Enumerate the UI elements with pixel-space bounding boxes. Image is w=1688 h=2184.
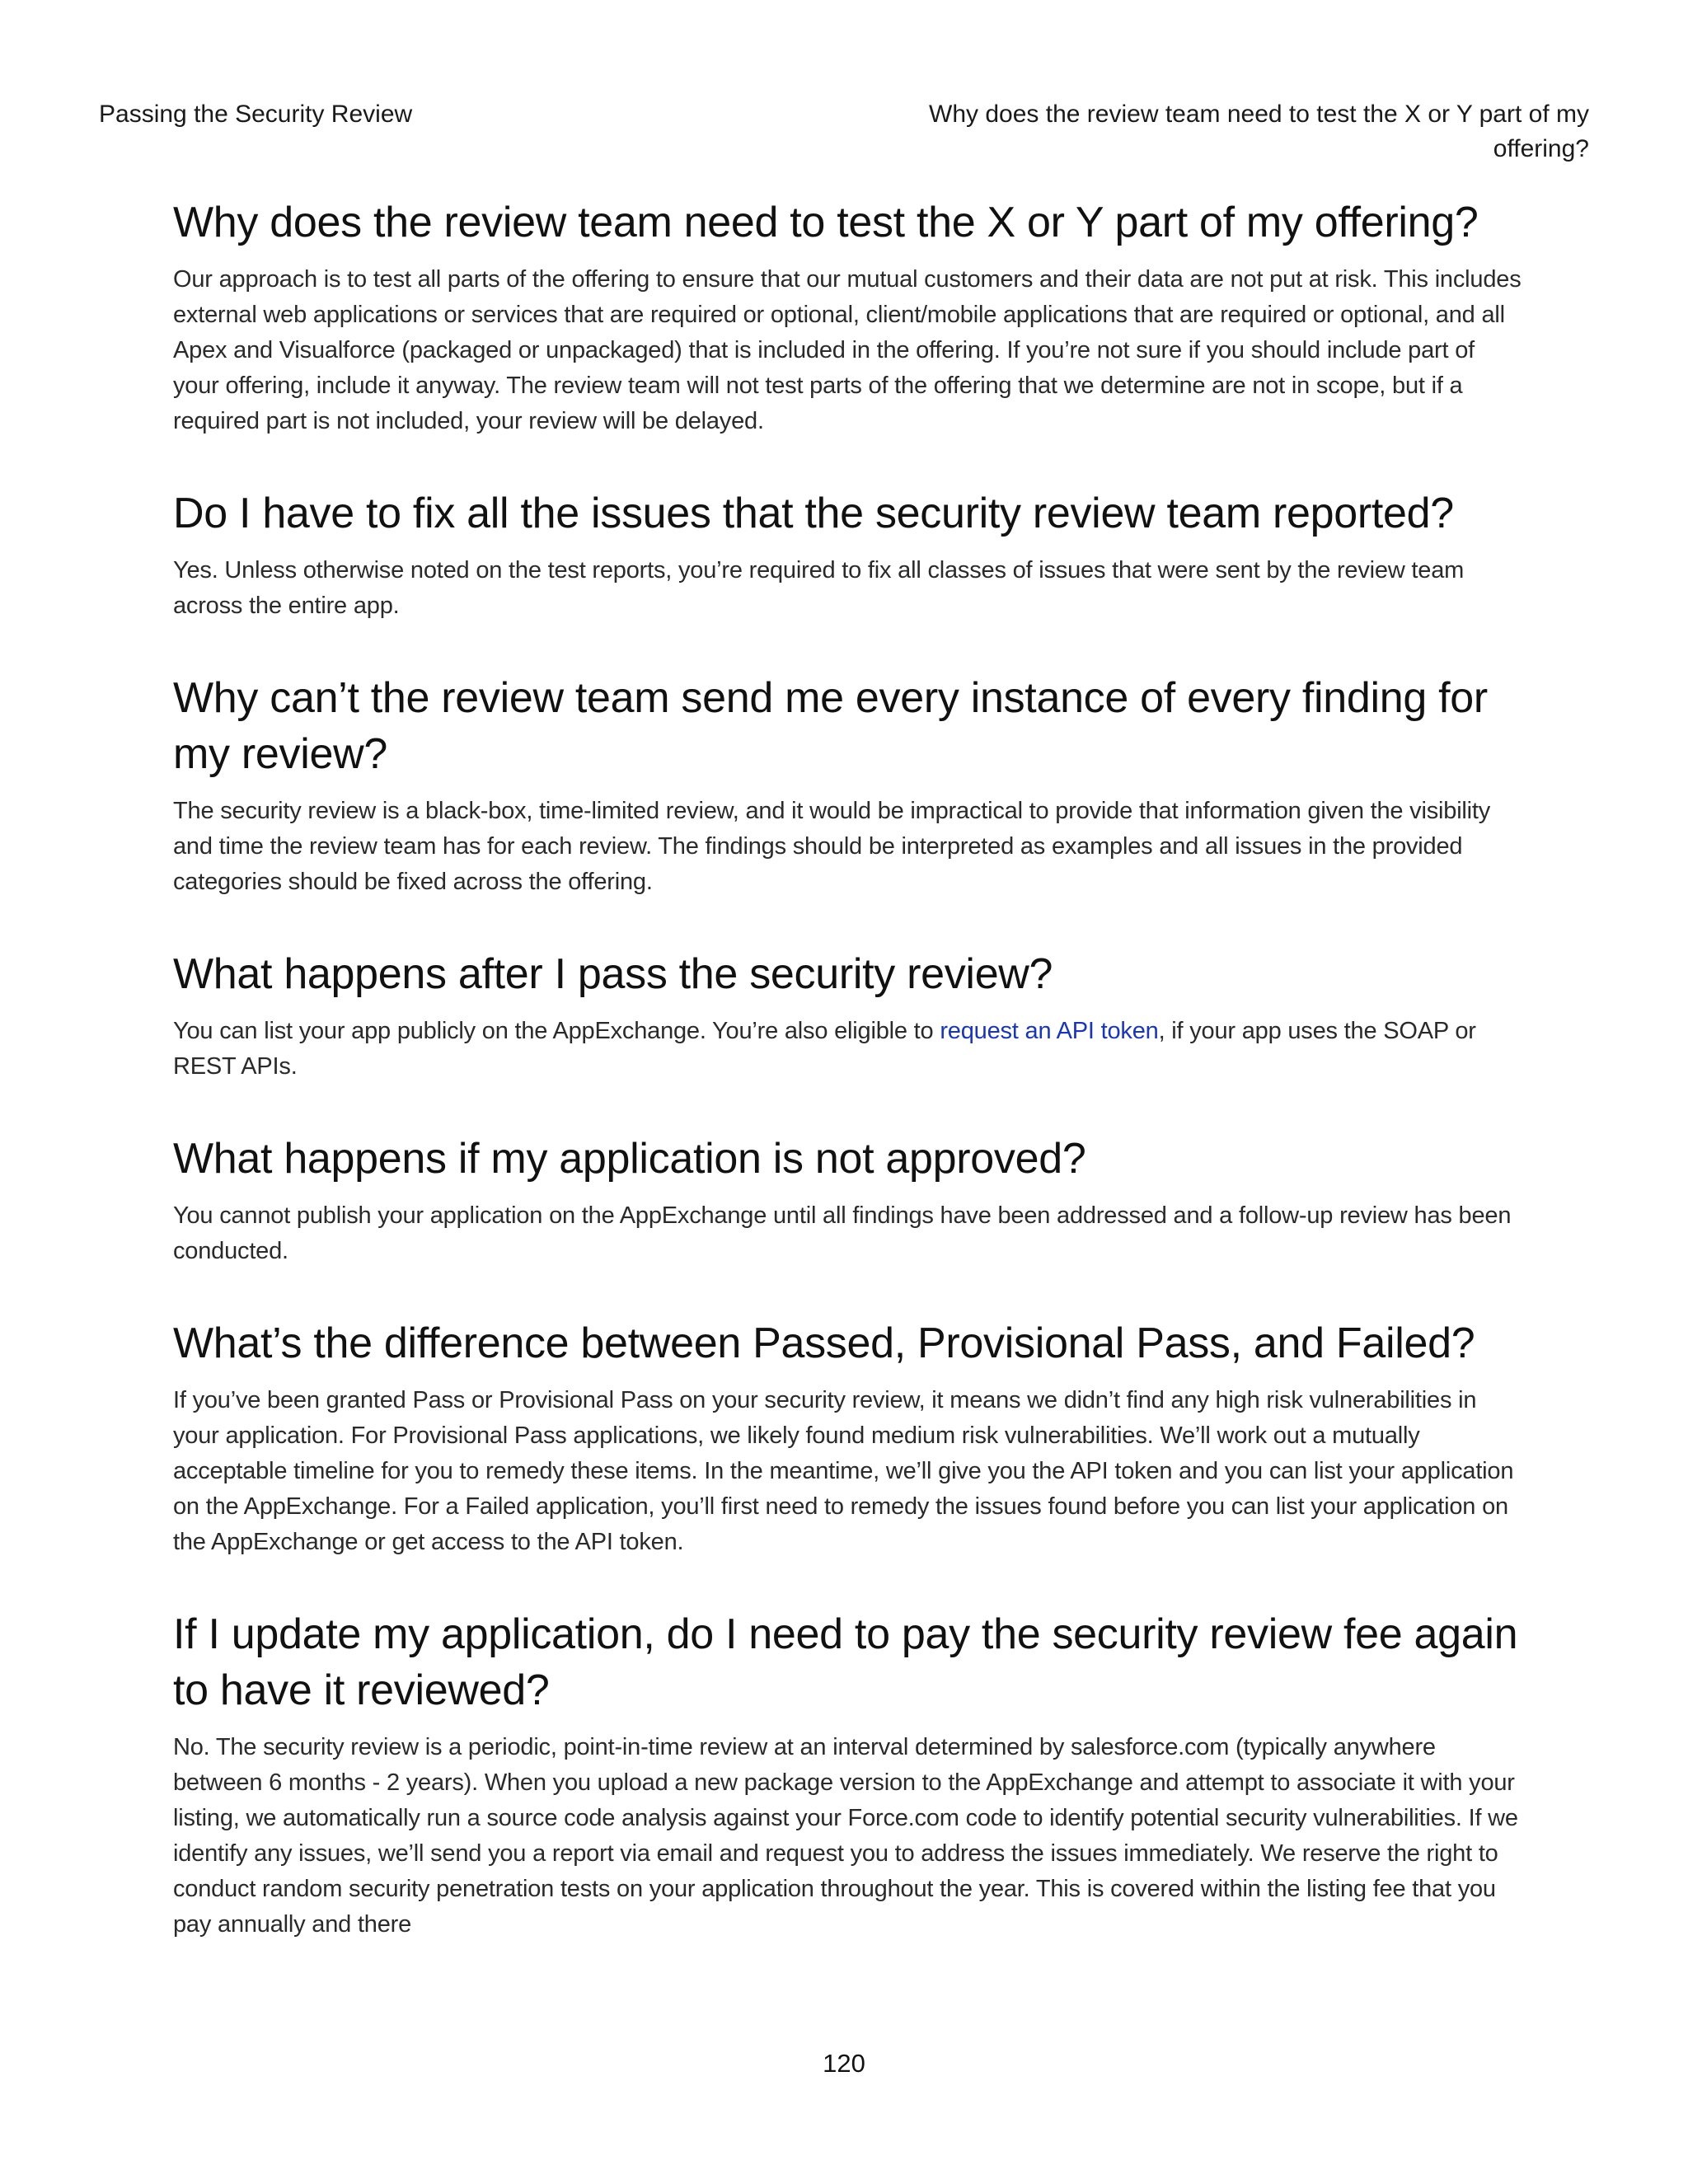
faq-answer: Our approach is to test all parts of the offering to ensure that our mutual customers and their data are not put at risk. This includes external web applications or services that are required or optional, client/mobile applications that are required or optional, and all Apex and Visualforce (packaged or unpackaged) that is included in the offering. If you’re not sure if you should include part of your offering, include it anyway. The review team will not test parts of the offering that we determine are not in scope, but if a required part is not included, your review will be delayed. (173, 266, 1522, 434)
faq-section-after-pass (173, 946, 1525, 1085)
faq-answer-text: You can list your app publicly on the AppExchange. You’re also eligible to (173, 1018, 940, 1044)
faq-question: Do I have to fix all the issues that the security review team reported? (173, 490, 1454, 537)
faq-question: If I update my application, do I need to pay the security review fee again to have it reviewed? (173, 1610, 1518, 1714)
faq-answer: The security review is a black-box, time-limited review, and it would be impractical to provide that information given the visibility and time the review team has for each review. The findings should be interpreted as examples and all issues in the provided categories should be fixed across the offering. (173, 798, 1491, 895)
faq-question: Why does the review team need to test the X or Y part of my offering? (173, 199, 1479, 246)
request-api-token-link[interactable]: request an API token (940, 1018, 1159, 1044)
faq-question: What happens after I pass the security review? (173, 950, 1053, 998)
faq-section-fix-issues (173, 485, 1525, 624)
faq-section-update-fee (173, 1606, 1525, 1943)
faq-question: Why can’t the review team send me every instance of every finding for my review? (173, 674, 1488, 778)
header-chapter-title: Passing the Security Review (99, 101, 413, 128)
faq-section-every-instance (173, 670, 1525, 900)
faq-answer-text: , if your app uses the SOAP or REST APIs. (173, 1018, 1476, 1080)
faq-answer: No. The security review is a periodic, point-in-time review at an interval determined by salesforce.com (typically anywhere between 6 months - 2 years). When you upload a new package version to the AppExchange and attempt to associate it with your listing, we automatically run a source code analysis against your Force.com code to identify potential security vulnerabilities. If we identify any issues, we’ll send you a report via email and request you to address the issues immediately. We reserve the right to conduct random security penetration tests on your application throughout the year. This is covered within the listing fee that you pay annually and there (173, 1734, 1518, 1938)
faq-answer: Yes. Unless otherwise noted on the test reports, you’re required to fix all classes of issues that were sent by the review team across the entire app. (173, 557, 1465, 619)
faq-question: What’s the difference between Passed, Provisional Pass, and Failed? (173, 1319, 1475, 1367)
faq-question: What happens if my application is not approved? (173, 1135, 1086, 1183)
faq-section-test-scope (173, 194, 1525, 439)
faq-answer (173, 1014, 1525, 1085)
faq-section-pass-types (173, 1315, 1525, 1560)
faq-answer: If you’ve been granted Pass or Provisional Pass on your security review, it means we didn’t find any high risk vulnerabilities in your application. For Provisional Pass applications, we likely found medium risk vulnerabilities. We’ll work out a mutually acceptable timeline for you to remedy these items. In the meantime, we’ll give you the API token and you can list your application on the AppExchange. For a Failed application, you’ll first need to remedy the issues found before you can list your application on the AppExchange or get access to the API token. (173, 1387, 1514, 1555)
faq-section-not-approved (173, 1131, 1525, 1269)
main-content (173, 194, 1525, 1943)
header-section-title: Why does the review team need to test the X or Y part of my offering? (929, 101, 1589, 162)
page-number: 120 (823, 2049, 865, 2078)
faq-answer: You cannot publish your application on the AppExchange until all findings have been addressed and a follow-up review has been conducted. (173, 1202, 1512, 1264)
